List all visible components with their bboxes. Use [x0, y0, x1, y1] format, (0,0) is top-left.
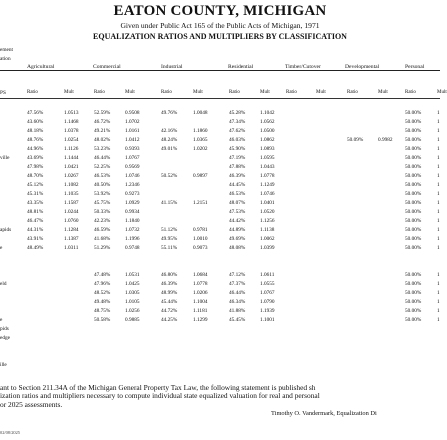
- multiplier-cell: 1: [437, 272, 440, 278]
- multiplier-cell: 1: [437, 290, 440, 296]
- ratio-cell: 43.60%: [27, 119, 44, 125]
- multiplier-cell: 1.0531: [125, 272, 140, 278]
- multiplier-cell: 1.0893: [260, 146, 275, 152]
- ratio-cell: 46.53%: [229, 191, 246, 197]
- classification-header: Developmental: [345, 64, 380, 70]
- ratio-cell: 50.00%: [405, 110, 422, 116]
- mult-col-header: Mult: [378, 90, 388, 95]
- multiplier-cell: 1: [437, 182, 440, 188]
- multiplier-cell: 1.1840: [125, 218, 140, 224]
- ratio-cell: 48.81%: [27, 209, 44, 215]
- multiplier-cell: 1.1249: [260, 182, 275, 188]
- ratio-cell: 44.96%: [27, 146, 44, 152]
- ratio-cell: 52.25%: [94, 164, 111, 170]
- multiplier-cell: 1: [437, 299, 440, 305]
- ratio-cell: 45.45%: [229, 317, 246, 323]
- ratio-cell: 48.02%: [94, 137, 111, 143]
- ratio-cell: 47.53%: [229, 209, 246, 215]
- multiplier-cell: 1.0399: [260, 245, 275, 251]
- ratio-cell: 46.34%: [229, 299, 246, 305]
- ratio-cell: 46.80%: [161, 272, 178, 278]
- ratio-cell: 48.52%: [94, 290, 111, 296]
- multiplier-cell: 1: [437, 218, 440, 224]
- multiplier-cell: 1.1939: [260, 308, 275, 314]
- ratio-cell: 46.44%: [94, 155, 111, 161]
- multiplier-cell: 1.0595: [260, 155, 275, 161]
- ratio-col-header: Ratio: [405, 90, 416, 95]
- document-title: EATON COUNTY, MICHIGAN: [113, 3, 327, 19]
- ratio-cell: 46.44%: [229, 290, 246, 296]
- ratio-cell: 45.31%: [27, 191, 44, 197]
- ratio-cell: 49.01%: [161, 146, 178, 152]
- ratio-cell: 47.12%: [229, 272, 246, 278]
- multiplier-cell: 1: [437, 308, 440, 314]
- ratio-col-header: Ratio: [161, 90, 172, 95]
- ratio-cell: 44.72%: [161, 308, 178, 314]
- ratio-cell: 50.00%: [405, 119, 422, 125]
- ratio-cell: 48.99%: [161, 290, 178, 296]
- multiplier-cell: 1: [437, 236, 440, 242]
- ratio-cell: 44.42%: [229, 218, 246, 224]
- ratio-cell: 47.62%: [229, 128, 246, 134]
- multiplier-cell: 1.0105: [125, 299, 140, 305]
- ratio-cell: 48.08%: [229, 245, 246, 251]
- multiplier-cell: 1: [437, 200, 440, 206]
- mult-col-header: Mult: [193, 90, 203, 95]
- unit-name-stub: e: [0, 245, 3, 251]
- multiplier-cell: 1.0365: [193, 137, 208, 143]
- ratio-cell: 44.31%: [27, 227, 44, 233]
- multiplier-cell: 1: [437, 317, 440, 323]
- ratio-cell: 51.29%: [94, 245, 111, 251]
- unit-subheader: PS: [0, 90, 6, 96]
- multiplier-cell: 1.0401: [260, 200, 275, 206]
- ratio-cell: 47.56%: [27, 110, 44, 116]
- ratio-cell: 50.00%: [405, 236, 422, 242]
- unit-name-stub: eld: [0, 281, 7, 287]
- multiplier-cell: 1.0746: [125, 173, 140, 179]
- header-bottom-rule: [0, 98, 440, 99]
- ratio-cell: 51.12%: [161, 227, 178, 233]
- ratio-cell: 50.33%: [94, 209, 111, 215]
- ratio-cell: 46.59%: [94, 227, 111, 233]
- multiplier-cell: 1: [437, 137, 440, 143]
- ratio-cell: 46.53%: [94, 173, 111, 179]
- multiplier-cell: 1.0202: [193, 146, 208, 152]
- multiplier-cell: 1.0760: [64, 218, 79, 224]
- multiplier-cell: 1.0746: [260, 191, 275, 197]
- ratio-cell: 53.92%: [94, 191, 111, 197]
- ratio-cell: 50.58%: [94, 317, 111, 323]
- multiplier-cell: 1.1444: [64, 155, 79, 161]
- multiplier-cell: 1: [437, 164, 440, 170]
- footer-line-1: ant to Section 211.34A of the Michigan General Property Tax Law, the following statement is published sh: [0, 383, 316, 392]
- multiplier-cell: 1.0256: [125, 308, 140, 314]
- ratio-cell: 48.76%: [27, 137, 44, 143]
- ratio-col-header: Ratio: [286, 90, 297, 95]
- multiplier-cell: 1.0311: [64, 245, 79, 251]
- ratio-cell: 44.45%: [229, 182, 246, 188]
- ratio-col-header: Ratio: [27, 90, 38, 95]
- multiplier-cell: 1.1468: [64, 119, 79, 125]
- unit-name-stub: pids: [0, 326, 9, 332]
- ratio-cell: 48.70%: [27, 173, 44, 179]
- unit-name-stub: ille: [0, 362, 7, 368]
- classification-header: Industrial: [161, 64, 183, 70]
- ratio-cell: 48.75%: [94, 308, 111, 314]
- multiplier-cell: 1.2346: [125, 182, 140, 188]
- multiplier-cell: 1.0412: [125, 137, 140, 143]
- multiplier-cell: 1.0732: [125, 227, 140, 233]
- ratio-cell: 50.52%: [161, 173, 178, 179]
- ratio-cell: 50.00%: [405, 290, 422, 296]
- ratio-cell: 49.69%: [229, 236, 246, 242]
- ratio-cell: 50.00%: [405, 191, 422, 197]
- multiplier-cell: 1.0520: [260, 209, 275, 215]
- ratio-cell: 48.07%: [229, 200, 246, 206]
- ratio-cell: 45.12%: [27, 182, 44, 188]
- ratio-cell: 42.23%: [94, 218, 111, 224]
- multiplier-cell: 1.0790: [260, 299, 275, 305]
- ratio-cell: 46.39%: [161, 281, 178, 287]
- ratio-cell: 43.91%: [27, 236, 44, 242]
- ratio-col-header: Ratio: [229, 90, 240, 95]
- ratio-cell: 55.11%: [161, 245, 178, 251]
- ratio-cell: 50.00%: [405, 299, 422, 305]
- ratio-cell: 46.39%: [229, 173, 246, 179]
- ratio-cell: 50.00%: [405, 317, 422, 323]
- multiplier-cell: 1: [437, 146, 440, 152]
- multiplier-cell: 1.0305: [125, 290, 140, 296]
- classification-header: Agricultural: [27, 64, 55, 70]
- ratio-cell: 50.00%: [405, 173, 422, 179]
- multiplier-cell: 1.1181: [193, 308, 208, 314]
- multiplier-cell: 1.0500: [260, 128, 275, 134]
- ratio-cell: 50.00%: [405, 182, 422, 188]
- multiplier-cell: 1.1126: [64, 146, 79, 152]
- multiplier-cell: 1.1860: [193, 128, 208, 134]
- multiplier-cell: 0.9073: [193, 245, 208, 251]
- ratio-col-header: Ratio: [94, 90, 105, 95]
- multiplier-cell: 1: [437, 281, 440, 287]
- ratio-cell: 47.37%: [229, 281, 246, 287]
- multiplier-cell: 1.0244: [64, 209, 79, 215]
- multiplier-cell: 1.1082: [64, 182, 79, 188]
- multiplier-cell: 1.0684: [193, 272, 208, 278]
- unit-header-bottom: ation: [0, 56, 11, 62]
- multiplier-cell: 1.0555: [260, 281, 275, 287]
- ratio-cell: 48.49%: [27, 245, 44, 251]
- footer-line-3: or 2025 assessments.: [0, 400, 63, 409]
- mult-col-header: Mult: [437, 90, 447, 95]
- header-top-rule: [0, 70, 440, 71]
- multiplier-cell: 1: [437, 173, 440, 179]
- ratio-cell: 50.00%: [405, 164, 422, 170]
- classification-header: Personal: [405, 64, 425, 70]
- multiplier-cell: 1.1387: [64, 236, 79, 242]
- ratio-cell: 46.03%: [229, 137, 246, 143]
- ratio-cell: 50.09%: [347, 137, 364, 143]
- ratio-cell: 46.72%: [94, 119, 111, 125]
- document-subtitle: Given under Public Act 165 of the Public Acts of Michigan, 1971: [120, 21, 320, 30]
- multiplier-cell: 1.1035: [64, 191, 79, 197]
- multiplier-cell: 1.1138: [260, 227, 275, 233]
- ratio-cell: 47.98%: [27, 164, 44, 170]
- ratio-cell: 45.75%: [94, 200, 111, 206]
- mult-col-header: Mult: [64, 90, 74, 95]
- multiplier-cell: 0.9508: [125, 110, 140, 116]
- ratio-cell: 49.48%: [94, 299, 111, 305]
- ratio-cell: 50.00%: [405, 281, 422, 287]
- mult-col-header: Mult: [260, 90, 270, 95]
- ratio-cell: 43.69%: [27, 155, 44, 161]
- multiplier-cell: 0.9885: [125, 317, 140, 323]
- classification-header: Timber/Cutover: [285, 64, 321, 70]
- ratio-cell: 45.28%: [229, 110, 246, 116]
- ratio-cell: 44.25%: [161, 317, 178, 323]
- ratio-cell: 50.00%: [405, 227, 422, 233]
- ratio-cell: 41.68%: [94, 236, 111, 242]
- multiplier-cell: 1.1996: [125, 236, 140, 242]
- multiplier-cell: 1.0425: [125, 281, 140, 287]
- ratio-cell: 42.16%: [161, 128, 178, 134]
- ratio-cell: 43.35%: [27, 200, 44, 206]
- ratio-cell: 50.00%: [405, 200, 422, 206]
- ratio-cell: 49.95%: [161, 236, 178, 242]
- ratio-cell: 40.50%: [94, 182, 111, 188]
- ratio-cell: 46.47%: [27, 218, 44, 224]
- multiplier-cell: 1: [437, 245, 440, 251]
- ratio-cell: 45.90%: [229, 146, 246, 152]
- multiplier-cell: 0.9273: [125, 191, 140, 197]
- ratio-cell: 50.00%: [405, 245, 422, 251]
- multiplier-cell: 0.9897: [193, 173, 208, 179]
- multiplier-cell: 1: [437, 227, 440, 233]
- ratio-cell: 50.00%: [405, 308, 422, 314]
- multiplier-cell: 1.2151: [193, 200, 208, 206]
- multiplier-cell: 1.0421: [64, 164, 79, 170]
- multiplier-cell: 0.9934: [125, 209, 140, 215]
- ratio-cell: 50.00%: [405, 137, 422, 143]
- multiplier-cell: 1.1299: [193, 317, 208, 323]
- ratio-cell: 49.21%: [94, 128, 111, 134]
- multiplier-cell: 1.0206: [193, 290, 208, 296]
- multiplier-cell: 1.0702: [125, 119, 140, 125]
- multiplier-cell: 0.9569: [125, 164, 140, 170]
- ratio-cell: 45.44%: [161, 299, 178, 305]
- multiplier-cell: 1: [437, 119, 440, 125]
- ratio-cell: 48.24%: [161, 137, 178, 143]
- multiplier-cell: 1.0562: [260, 119, 275, 125]
- ratio-cell: 47.34%: [229, 119, 246, 125]
- multiplier-cell: 1: [437, 155, 440, 161]
- multiplier-cell: 1: [437, 110, 440, 116]
- ratio-cell: 50.00%: [405, 155, 422, 161]
- document-date: 02/08/2025: [0, 430, 21, 435]
- ratio-cell: 53.23%: [94, 146, 111, 152]
- multiplier-cell: 1.0929: [125, 200, 140, 206]
- table-heading: EQUALIZATION RATIOS AND MULTIPLIERS BY CLASSIFICATION: [93, 32, 347, 41]
- multiplier-cell: 1.0161: [125, 128, 140, 134]
- multiplier-cell: 1.1004: [193, 299, 208, 305]
- ratio-cell: 50.00%: [405, 272, 422, 278]
- unit-name-stub: e: [0, 317, 3, 323]
- ratio-cell: 47.19%: [229, 155, 246, 161]
- unit-header-top: ement: [0, 47, 13, 53]
- multiplier-cell: 1.0513: [64, 110, 79, 116]
- ratio-cell: 50.00%: [405, 128, 422, 134]
- unit-name-stub: apids: [0, 227, 12, 233]
- multiplier-cell: 1.0048: [193, 110, 208, 116]
- multiplier-cell: 1.1284: [64, 227, 79, 233]
- multiplier-cell: 1.1256: [260, 218, 275, 224]
- multiplier-cell: 1: [437, 191, 440, 197]
- multiplier-cell: 1.1587: [64, 200, 79, 206]
- ratio-col-header: Ratio: [347, 90, 358, 95]
- multiplier-cell: 1.0778: [193, 281, 208, 287]
- multiplier-cell: 1.0862: [260, 137, 275, 143]
- multiplier-cell: 1.0611: [260, 272, 275, 278]
- ratio-cell: 47.96%: [94, 281, 111, 287]
- ratio-cell: 50.00%: [405, 209, 422, 215]
- ratio-cell: 41.15%: [161, 200, 178, 206]
- multiplier-cell: 0.9982: [378, 137, 393, 143]
- ratio-cell: 49.76%: [161, 110, 178, 116]
- ratio-cell: 48.18%: [27, 128, 44, 134]
- multiplier-cell: 1.0267: [64, 173, 79, 179]
- ratio-cell: 50.00%: [405, 218, 422, 224]
- ratio-cell: 41.88%: [229, 308, 246, 314]
- multiplier-cell: 1.0062: [260, 236, 275, 242]
- multiplier-cell: 1.0767: [125, 155, 140, 161]
- multiplier-cell: 1.1042: [260, 110, 275, 116]
- multiplier-cell: 0.9393: [125, 146, 140, 152]
- multiplier-cell: 1.0778: [260, 173, 275, 179]
- multiplier-cell: 1: [437, 209, 440, 215]
- signature-line: Timothy O. Vandermark, Equalization Di: [271, 410, 377, 417]
- unit-name-stub: ville: [0, 155, 10, 161]
- ratio-cell: 44.89%: [229, 227, 246, 233]
- mult-col-header: Mult: [125, 90, 135, 95]
- multiplier-cell: 1.0010: [193, 236, 208, 242]
- multiplier-cell: 1.0254: [64, 137, 79, 143]
- ratio-cell: 52.59%: [94, 110, 111, 116]
- classification-header: Residential: [228, 64, 254, 70]
- ratio-cell: 47.88%: [229, 164, 246, 170]
- footer-line-2: ization ratios and multipliers necessary to compute individual state equalized valuation for real and personal: [0, 391, 320, 400]
- multiplier-cell: 1.1001: [260, 317, 275, 323]
- classification-header: Commercial: [93, 64, 121, 70]
- multiplier-cell: 0.9781: [193, 227, 208, 233]
- multiplier-cell: 0.9748: [125, 245, 140, 251]
- mult-col-header: Mult: [316, 90, 326, 95]
- unit-name-stub: edge: [0, 335, 10, 341]
- ratio-cell: 47.48%: [94, 272, 111, 278]
- multiplier-cell: 1.0378: [64, 128, 79, 134]
- multiplier-cell: 1: [437, 128, 440, 134]
- multiplier-cell: 1.0443: [260, 164, 275, 170]
- ratio-cell: 50.00%: [405, 146, 422, 152]
- multiplier-cell: 1.0767: [260, 290, 275, 296]
